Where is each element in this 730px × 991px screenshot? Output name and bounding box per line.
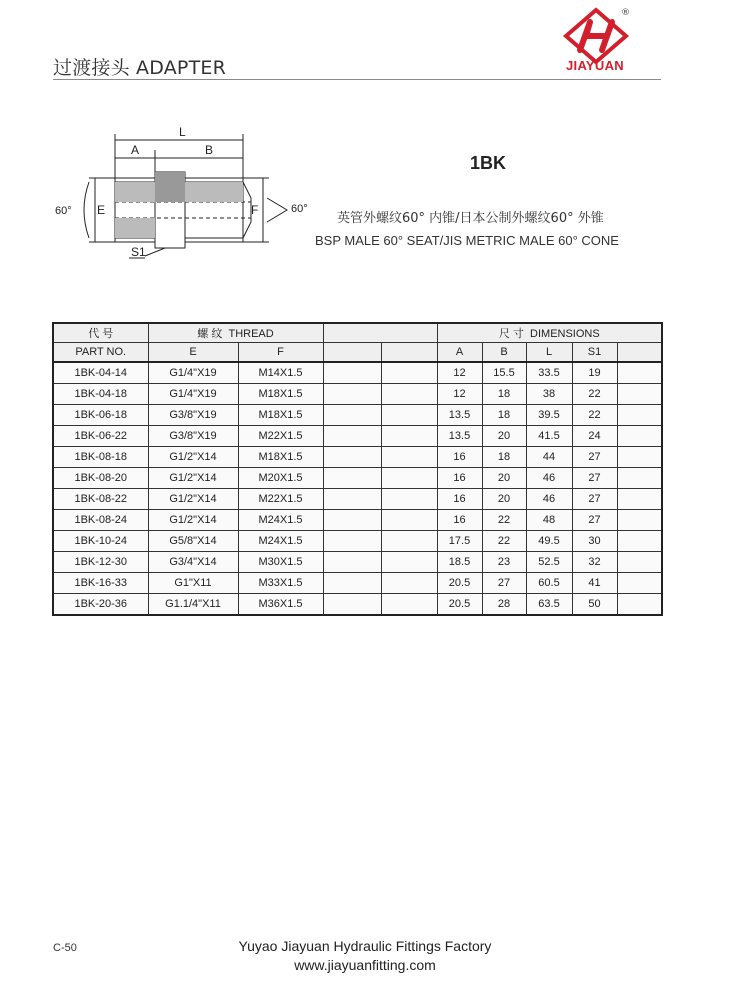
cell-blank xyxy=(617,362,662,384)
cell-blank xyxy=(381,552,437,573)
table-row xyxy=(53,531,662,552)
table-row xyxy=(53,573,662,594)
cell-dim-l: 46 xyxy=(526,489,572,510)
cell-blank xyxy=(617,384,662,405)
cell-dim-s1: 27 xyxy=(572,489,617,510)
table-row xyxy=(53,362,662,384)
company-name: Yuyao Jiayuan Hydraulic Fittings Factory xyxy=(238,938,492,954)
cell-thread-f: M24X1.5 xyxy=(238,531,323,552)
cell-dim-l: 63.5 xyxy=(526,594,572,616)
table-row xyxy=(53,405,662,426)
cell-thread-f: M18X1.5 xyxy=(238,384,323,405)
header-thread: 螺 纹 THREAD xyxy=(148,323,323,343)
cell-blank xyxy=(617,552,662,573)
cell-thread-e: G1/4"X19 xyxy=(148,384,238,405)
product-description-cn: 英管外螺纹60° 内锥/日本公制外螺纹60° 外锥 xyxy=(337,211,604,226)
table-row xyxy=(53,489,662,510)
cell-thread-f: M22X1.5 xyxy=(238,489,323,510)
table-row xyxy=(53,552,662,573)
angle-label-left: 60° xyxy=(55,205,72,217)
header-divider xyxy=(53,79,661,80)
cell-thread-f: M18X1.5 xyxy=(238,405,323,426)
cell-part-no: 1BK-06-22 xyxy=(53,426,148,447)
cell-dim-s1: 27 xyxy=(572,510,617,531)
cell-dim-l: 39.5 xyxy=(526,405,572,426)
cell-thread-f: M18X1.5 xyxy=(238,447,323,468)
page-title: 过渡接头 ADAPTER xyxy=(53,57,227,79)
cell-dim-s1: 22 xyxy=(572,384,617,405)
cell-part-no: 1BK-08-18 xyxy=(53,447,148,468)
table-subheader-row xyxy=(53,343,662,363)
cell-dim-a: 20.5 xyxy=(437,573,482,594)
cell-blank xyxy=(323,468,381,489)
table-row xyxy=(53,426,662,447)
header-F: F xyxy=(238,343,323,363)
cell-thread-e: G3/8"X19 xyxy=(148,405,238,426)
cell-part-no: 1BK-08-20 xyxy=(53,468,148,489)
cell-blank xyxy=(617,594,662,616)
registered-mark: ® xyxy=(621,8,630,18)
product-description-en: BSP MALE 60° SEAT/JIS METRIC MALE 60° CONE xyxy=(315,233,619,248)
cell-dim-s1: 27 xyxy=(572,447,617,468)
cell-blank xyxy=(617,447,662,468)
cell-dim-l: 38 xyxy=(526,384,572,405)
header-L: L xyxy=(526,343,572,363)
cell-dim-a: 13.5 xyxy=(437,405,482,426)
page-number: C-50 xyxy=(53,942,77,954)
table-header-row xyxy=(53,323,662,343)
cell-dim-s1: 22 xyxy=(572,405,617,426)
company-website: www.jiayuanfitting.com xyxy=(294,957,436,973)
header-part-en: PART NO. xyxy=(53,343,148,363)
cell-dim-s1: 24 xyxy=(572,426,617,447)
cell-blank xyxy=(381,510,437,531)
table-row xyxy=(53,594,662,616)
table-row xyxy=(53,384,662,405)
cell-thread-e: G1.1/4"X11 xyxy=(148,594,238,616)
cell-dim-l: 52.5 xyxy=(526,552,572,573)
cell-thread-f: M14X1.5 xyxy=(238,362,323,384)
cell-blank xyxy=(617,426,662,447)
brand-name: JIAYUAN xyxy=(566,58,624,73)
cell-blank xyxy=(323,426,381,447)
cell-blank xyxy=(617,510,662,531)
cell-blank xyxy=(323,405,381,426)
cell-thread-f: M33X1.5 xyxy=(238,573,323,594)
cell-thread-f: M20X1.5 xyxy=(238,468,323,489)
cell-dim-l: 33.5 xyxy=(526,362,572,384)
cell-thread-f: M22X1.5 xyxy=(238,426,323,447)
dimensions-table xyxy=(52,322,663,616)
cell-blank xyxy=(381,426,437,447)
cell-thread-e: G5/8"X14 xyxy=(148,531,238,552)
cell-dim-b: 27 xyxy=(482,573,526,594)
cell-thread-e: G1/2"X14 xyxy=(148,447,238,468)
cell-blank xyxy=(381,594,437,616)
cell-part-no: 1BK-08-24 xyxy=(53,510,148,531)
dim-label-F: F xyxy=(251,203,259,217)
cell-dim-a: 20.5 xyxy=(437,594,482,616)
cell-thread-e: G3/4"X14 xyxy=(148,552,238,573)
cell-dim-s1: 41 xyxy=(572,573,617,594)
cell-dim-s1: 50 xyxy=(572,594,617,616)
cell-part-no: 1BK-10-24 xyxy=(53,531,148,552)
dim-label-L: L xyxy=(179,125,186,139)
cell-dim-b: 18 xyxy=(482,384,526,405)
header-part-cn: 代 号 xyxy=(53,323,148,343)
cell-dim-a: 12 xyxy=(437,384,482,405)
cell-dim-b: 22 xyxy=(482,510,526,531)
cell-part-no: 1BK-08-22 xyxy=(53,489,148,510)
cell-part-no: 1BK-12-30 xyxy=(53,552,148,573)
cell-dim-a: 16 xyxy=(437,489,482,510)
header-E: E xyxy=(148,343,238,363)
cell-blank xyxy=(323,384,381,405)
cell-blank xyxy=(381,531,437,552)
cell-thread-e: G1/2"X14 xyxy=(148,510,238,531)
angle-label-right: 60° xyxy=(291,203,308,215)
cell-blank xyxy=(381,468,437,489)
cell-dim-a: 16 xyxy=(437,447,482,468)
cell-blank xyxy=(323,489,381,510)
cell-blank xyxy=(323,594,381,616)
cell-thread-f: M30X1.5 xyxy=(238,552,323,573)
cell-blank xyxy=(617,405,662,426)
dim-label-B: B xyxy=(205,143,214,157)
cell-blank xyxy=(323,552,381,573)
cell-dim-a: 17.5 xyxy=(437,531,482,552)
cell-dim-l: 46 xyxy=(526,468,572,489)
cell-dim-b: 20 xyxy=(482,426,526,447)
cell-part-no: 1BK-20-36 xyxy=(53,594,148,616)
dim-label-E: E xyxy=(97,203,106,217)
cell-blank xyxy=(381,447,437,468)
header-blank-3 xyxy=(617,343,662,363)
cell-dim-a: 12 xyxy=(437,362,482,384)
cell-dim-b: 28 xyxy=(482,594,526,616)
cell-blank xyxy=(381,573,437,594)
cell-dim-s1: 19 xyxy=(572,362,617,384)
table-row xyxy=(53,447,662,468)
cell-dim-s1: 27 xyxy=(572,468,617,489)
cell-part-no: 1BK-04-14 xyxy=(53,362,148,384)
cell-blank xyxy=(323,510,381,531)
cell-thread-e: G3/8"X19 xyxy=(148,426,238,447)
cell-dim-a: 18.5 xyxy=(437,552,482,573)
cell-dim-l: 60.5 xyxy=(526,573,572,594)
cell-thread-e: G1/4"X19 xyxy=(148,362,238,384)
cell-thread-f: M36X1.5 xyxy=(238,594,323,616)
header-S1: S1 xyxy=(572,343,617,363)
cell-thread-f: M24X1.5 xyxy=(238,510,323,531)
header-blank-2 xyxy=(381,343,437,363)
cell-blank xyxy=(381,362,437,384)
cell-dim-l: 49.5 xyxy=(526,531,572,552)
cell-blank xyxy=(617,489,662,510)
table-row xyxy=(53,468,662,489)
cell-blank xyxy=(617,573,662,594)
header-A: A xyxy=(437,343,482,363)
cell-part-no: 1BK-06-18 xyxy=(53,405,148,426)
cell-dim-b: 22 xyxy=(482,531,526,552)
cell-blank xyxy=(323,362,381,384)
dim-label-S1: S1 xyxy=(131,245,146,259)
adapter-drawing xyxy=(55,120,325,270)
cell-dim-s1: 30 xyxy=(572,531,617,552)
cell-dim-s1: 32 xyxy=(572,552,617,573)
cell-dim-l: 41.5 xyxy=(526,426,572,447)
cell-dim-b: 20 xyxy=(482,489,526,510)
cell-blank xyxy=(323,531,381,552)
header-blank-1 xyxy=(323,343,381,363)
cell-dim-b: 18 xyxy=(482,447,526,468)
cell-dim-l: 48 xyxy=(526,510,572,531)
header-blank xyxy=(323,323,437,343)
cell-blank xyxy=(617,531,662,552)
cell-dim-b: 23 xyxy=(482,552,526,573)
cell-blank xyxy=(617,468,662,489)
cell-blank xyxy=(323,573,381,594)
cell-thread-e: G1"X11 xyxy=(148,573,238,594)
cell-dim-a: 13.5 xyxy=(437,426,482,447)
product-code: 1BK xyxy=(470,153,507,173)
cell-dim-a: 16 xyxy=(437,468,482,489)
cell-thread-e: G1/2"X14 xyxy=(148,489,238,510)
cell-dim-b: 20 xyxy=(482,468,526,489)
cell-dim-l: 44 xyxy=(526,447,572,468)
cell-thread-e: G1/2"X14 xyxy=(148,468,238,489)
cell-blank xyxy=(323,447,381,468)
cell-dim-b: 15.5 xyxy=(482,362,526,384)
cell-blank xyxy=(381,489,437,510)
header-dimensions: 尺 寸 DIMENSIONS xyxy=(437,323,662,343)
dim-label-A: A xyxy=(131,143,140,157)
cell-blank xyxy=(381,405,437,426)
cell-blank xyxy=(381,384,437,405)
cell-dim-a: 16 xyxy=(437,510,482,531)
cell-dim-b: 18 xyxy=(482,405,526,426)
cell-part-no: 1BK-16-33 xyxy=(53,573,148,594)
cell-part-no: 1BK-04-18 xyxy=(53,384,148,405)
table-row xyxy=(53,510,662,531)
header-B: B xyxy=(482,343,526,363)
